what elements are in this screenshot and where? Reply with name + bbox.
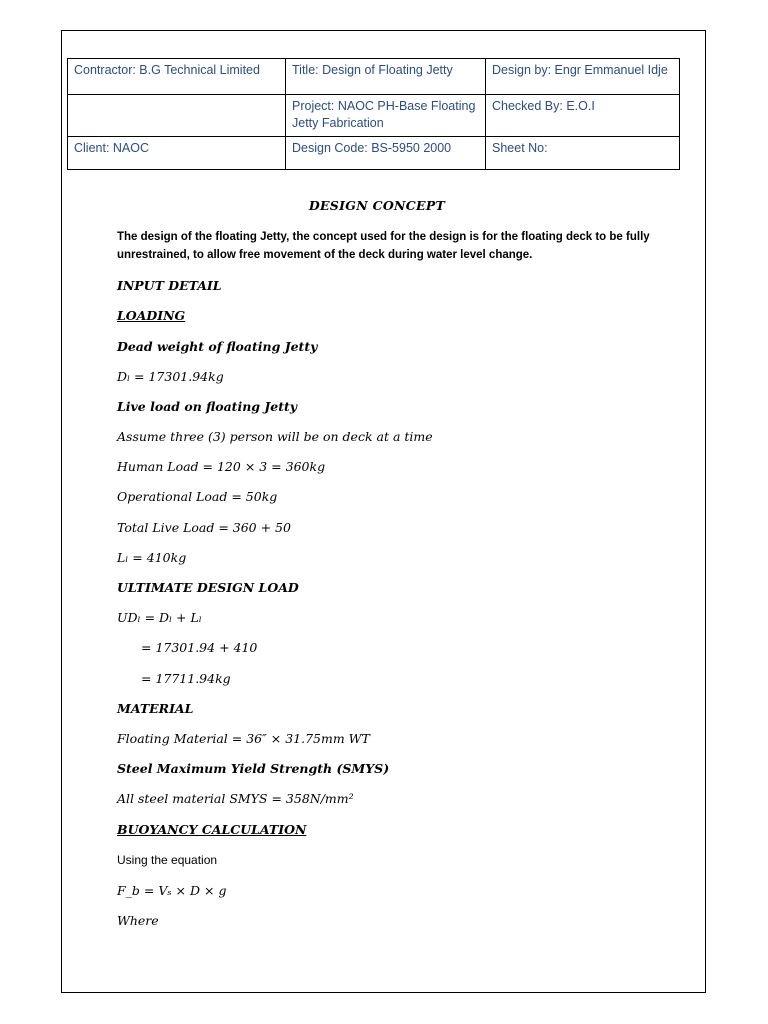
floating-material-equation: Floating Material = 36″ × 31.75mm WT [117,731,370,746]
title-cell: Title: Design of Floating Jetty [286,59,486,95]
checked-by-cell: Checked By: E.O.I [486,95,680,137]
client-cell: Client: NAOC [68,137,286,170]
title-block-row [68,137,680,170]
where-text: Where [117,913,159,928]
material-heading: MATERIAL [117,701,194,716]
loading-heading: LOADING [117,308,186,323]
buoyancy-calculation-heading: BUOYANCY CALCULATION [117,822,307,837]
design-by-cell: Design by: Engr Emmanuel Idje [486,59,680,95]
dead-weight-heading: Dead weight of floating Jetty [117,339,318,354]
input-detail-heading: INPUT DETAIL [117,278,222,293]
title-block-row [68,95,680,137]
contractor-cell: Contractor: B.G Technical Limited [68,59,286,95]
empty-cell [68,95,286,137]
human-load-equation: Human Load = 120 × 3 = 360kg [117,459,326,474]
title-block-row [68,59,680,95]
ultimate-load-result: = 17711.94kg [141,671,231,686]
using-equation-text: Using the equation [117,853,218,867]
design-code-cell: Design Code: BS-5950 2000 [286,137,486,170]
live-load-heading: Live load on floating Jetty [117,399,298,414]
document-title: DESIGN CONCEPT [308,198,446,213]
ultimate-load-sum: = 17301.94 + 410 [141,640,258,655]
project-cell: Project: NAOC PH-Base Floating Jetty Fabrication [286,95,486,137]
intro-paragraph-line: The design of the floating Jetty, the concept used for the design is for the floating deck to be fully [117,231,650,243]
sheet-no-cell: Sheet No: [486,137,680,170]
operational-load-equation: Operational Load = 50kg [117,489,278,504]
dead-weight-equation: Dₗ = 17301.94kg [117,369,224,384]
intro-paragraph-line: unrestrained, to allow free movement of the deck during water level change. [117,249,533,261]
page-frame [61,30,706,993]
live-load-result: Lₗ = 410kg [117,550,187,565]
assumption-text: Assume three (3) person will be on deck at a time [117,429,433,444]
ultimate-design-load-heading: ULTIMATE DESIGN LOAD [117,580,299,595]
smys-heading: Steel Maximum Yield Strength (SMYS) [117,761,390,776]
buoyancy-equation: F_b = Vₛ × D × g [117,883,227,898]
smys-value: All steel material SMYS = 358N/mm² [117,791,354,806]
total-live-load-equation: Total Live Load = 360 + 50 [117,520,291,535]
ultimate-load-equation: UDₗ = Dₗ + Lₗ [117,610,202,625]
title-block-table [67,58,680,170]
